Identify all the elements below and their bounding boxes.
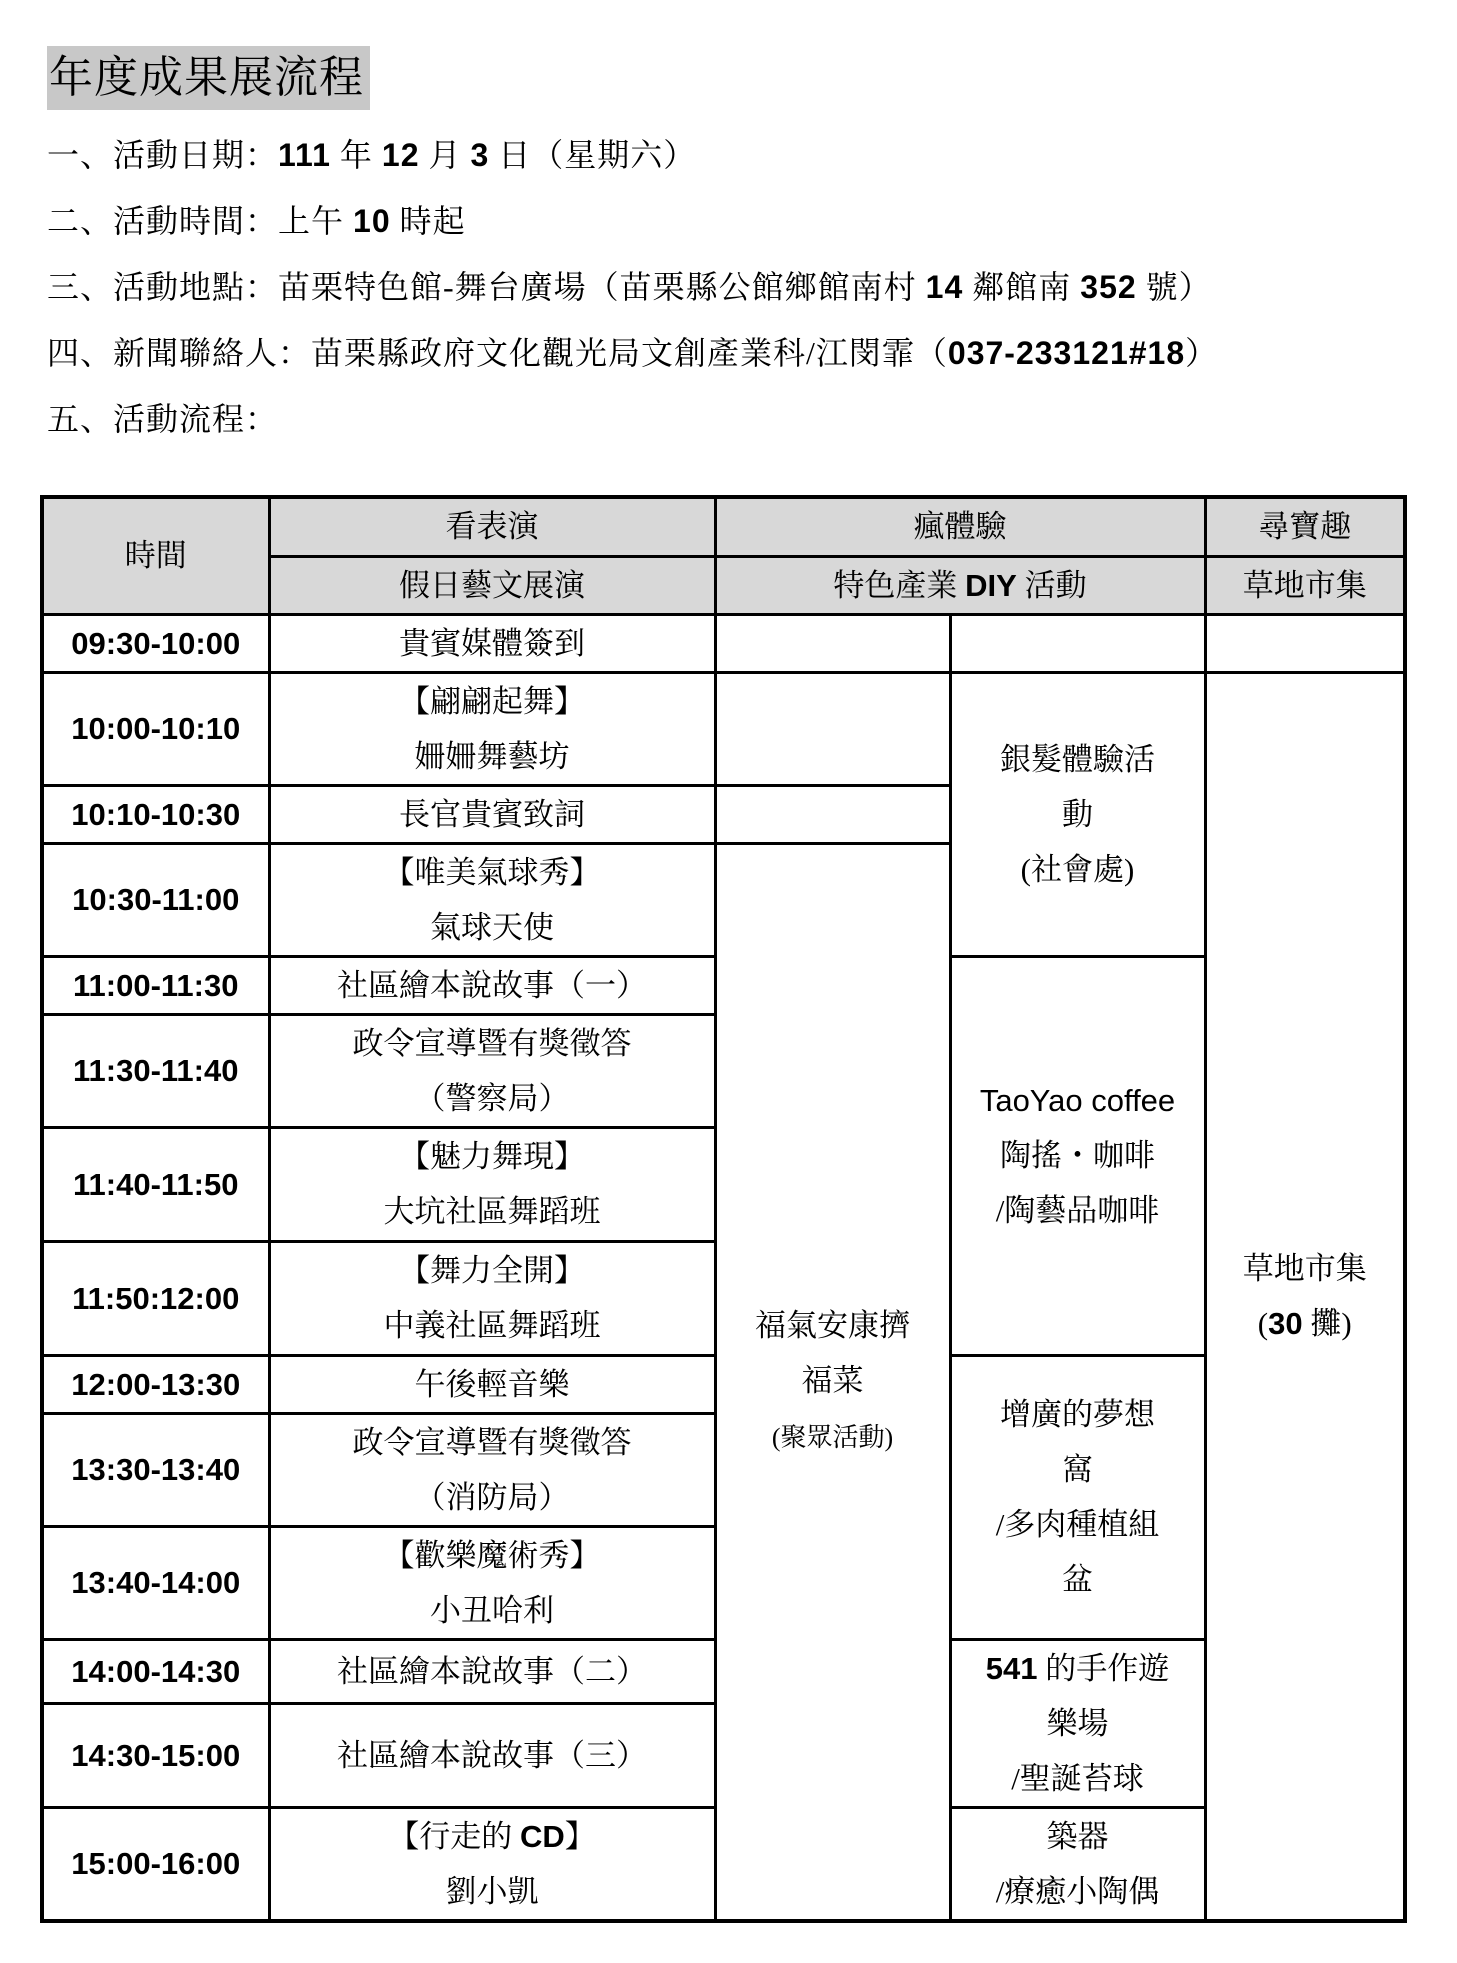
activity-cell: 【歡樂魔術秀】 小丑哈利 <box>269 1526 715 1639</box>
header-arts-cell: 假日藝文展演 <box>269 556 715 614</box>
time-cell: 11:30-11:40 <box>42 1014 269 1127</box>
activity-cell: 午後輕音樂 <box>269 1355 715 1413</box>
empty-cell <box>715 614 950 672</box>
vendor-cell-541: 541 的手作遊 樂場 /聖誕苔球 <box>950 1639 1205 1807</box>
header-diy-cell: 特色產業 DIY 活動 <box>715 556 1205 614</box>
activity-cell: 【唯美氣球秀】 氣球天使 <box>269 843 715 956</box>
time-cell: 11:40-11:50 <box>42 1127 269 1241</box>
time-cell: 10:30-11:00 <box>42 843 269 956</box>
vendor-cell-builder: 築器 /療癒小陶偶 <box>950 1807 1205 1921</box>
activity-cell: 【舞力全開】 中義社區舞蹈班 <box>269 1241 715 1355</box>
schedule-table <box>40 495 1407 1923</box>
time-cell: 14:30-15:00 <box>42 1703 269 1807</box>
time-cell: 10:10-10:30 <box>42 785 269 843</box>
empty-cell <box>715 785 950 843</box>
header-time-cell: 時間 <box>42 497 269 614</box>
activity-cell: 社區繪本說故事（三） <box>269 1703 715 1807</box>
activity-cell: 社區繪本說故事（一） <box>269 956 715 1014</box>
time-cell: 13:40-14:00 <box>42 1526 269 1639</box>
activity-cell: 政令宣導暨有獎徵答 （警察局） <box>269 1014 715 1127</box>
time-cell: 15:00-16:00 <box>42 1807 269 1921</box>
vendor-cell-dream: 增廣的夢想 窩 /多肉種植組 盆 <box>950 1355 1205 1639</box>
activity-cell: 貴賓媒體簽到 <box>269 614 715 672</box>
header-experience-cell: 瘋體驗 <box>715 497 1205 556</box>
intro-line-place: 三、活動地點：苗栗特色館-舞台廣場（苗栗縣公館鄉館南村 14 鄰館南 352 號） <box>47 269 1212 305</box>
intro-line-contact: 四、新聞聯絡人：苗栗縣政府文化觀光局文創產業科/江閔霏（037-233121#18） <box>47 335 1219 371</box>
intro-list <box>47 122 1407 452</box>
header-market-cell: 草地市集 <box>1205 556 1405 614</box>
vendor-cell-taoyao: TaoYao coffee 陶搖・咖啡 /陶藝品咖啡 <box>950 956 1205 1355</box>
table-row <box>42 614 1405 672</box>
time-cell: 13:30-13:40 <box>42 1413 269 1526</box>
activity-cell: 社區繪本說故事（二） <box>269 1639 715 1703</box>
header-performance-cell: 看表演 <box>269 497 715 556</box>
empty-cell <box>715 672 950 785</box>
activity-cell: 【行走的 CD】 劉小凱 <box>269 1807 715 1921</box>
activity-cell: 政令宣導暨有獎徵答 （消防局） <box>269 1413 715 1526</box>
activity-cell: 長官貴賓致詞 <box>269 785 715 843</box>
time-cell: 11:00-11:30 <box>42 956 269 1014</box>
activity-cell: 【翩翩起舞】 姍姍舞藝坊 <box>269 672 715 785</box>
time-cell: 14:00-14:30 <box>42 1639 269 1703</box>
header-treasure-cell: 尋寶趣 <box>1205 497 1405 556</box>
page-title: 年度成果展流程 <box>47 46 370 110</box>
intro-line-time: 二、活動時間：上午 10 時起 <box>47 203 466 239</box>
activity-cell: 【魅力舞現】 大坑社區舞蹈班 <box>269 1127 715 1241</box>
time-cell: 11:50:12:00 <box>42 1241 269 1355</box>
time-cell: 09:30-10:00 <box>42 614 269 672</box>
intro-line-schedule: 五、活動流程： <box>47 401 279 437</box>
table-row <box>42 672 1405 785</box>
empty-cell <box>950 614 1205 672</box>
time-cell: 10:00-10:10 <box>42 672 269 785</box>
vendor-cell-senior: 銀髮體驗活 動 (社會處) <box>950 672 1205 956</box>
empty-cell <box>1205 614 1405 672</box>
diy-group-cell: 福氣安康擠 福菜 (聚眾活動) <box>715 843 950 1921</box>
intro-line-date: 一、活動日期：111 年 12 月 3 日（星期六） <box>47 137 697 173</box>
market-cell: 草地市集 (30 攤) <box>1205 672 1405 1921</box>
time-cell: 12:00-13:30 <box>42 1355 269 1413</box>
header-row-top <box>42 497 1405 556</box>
